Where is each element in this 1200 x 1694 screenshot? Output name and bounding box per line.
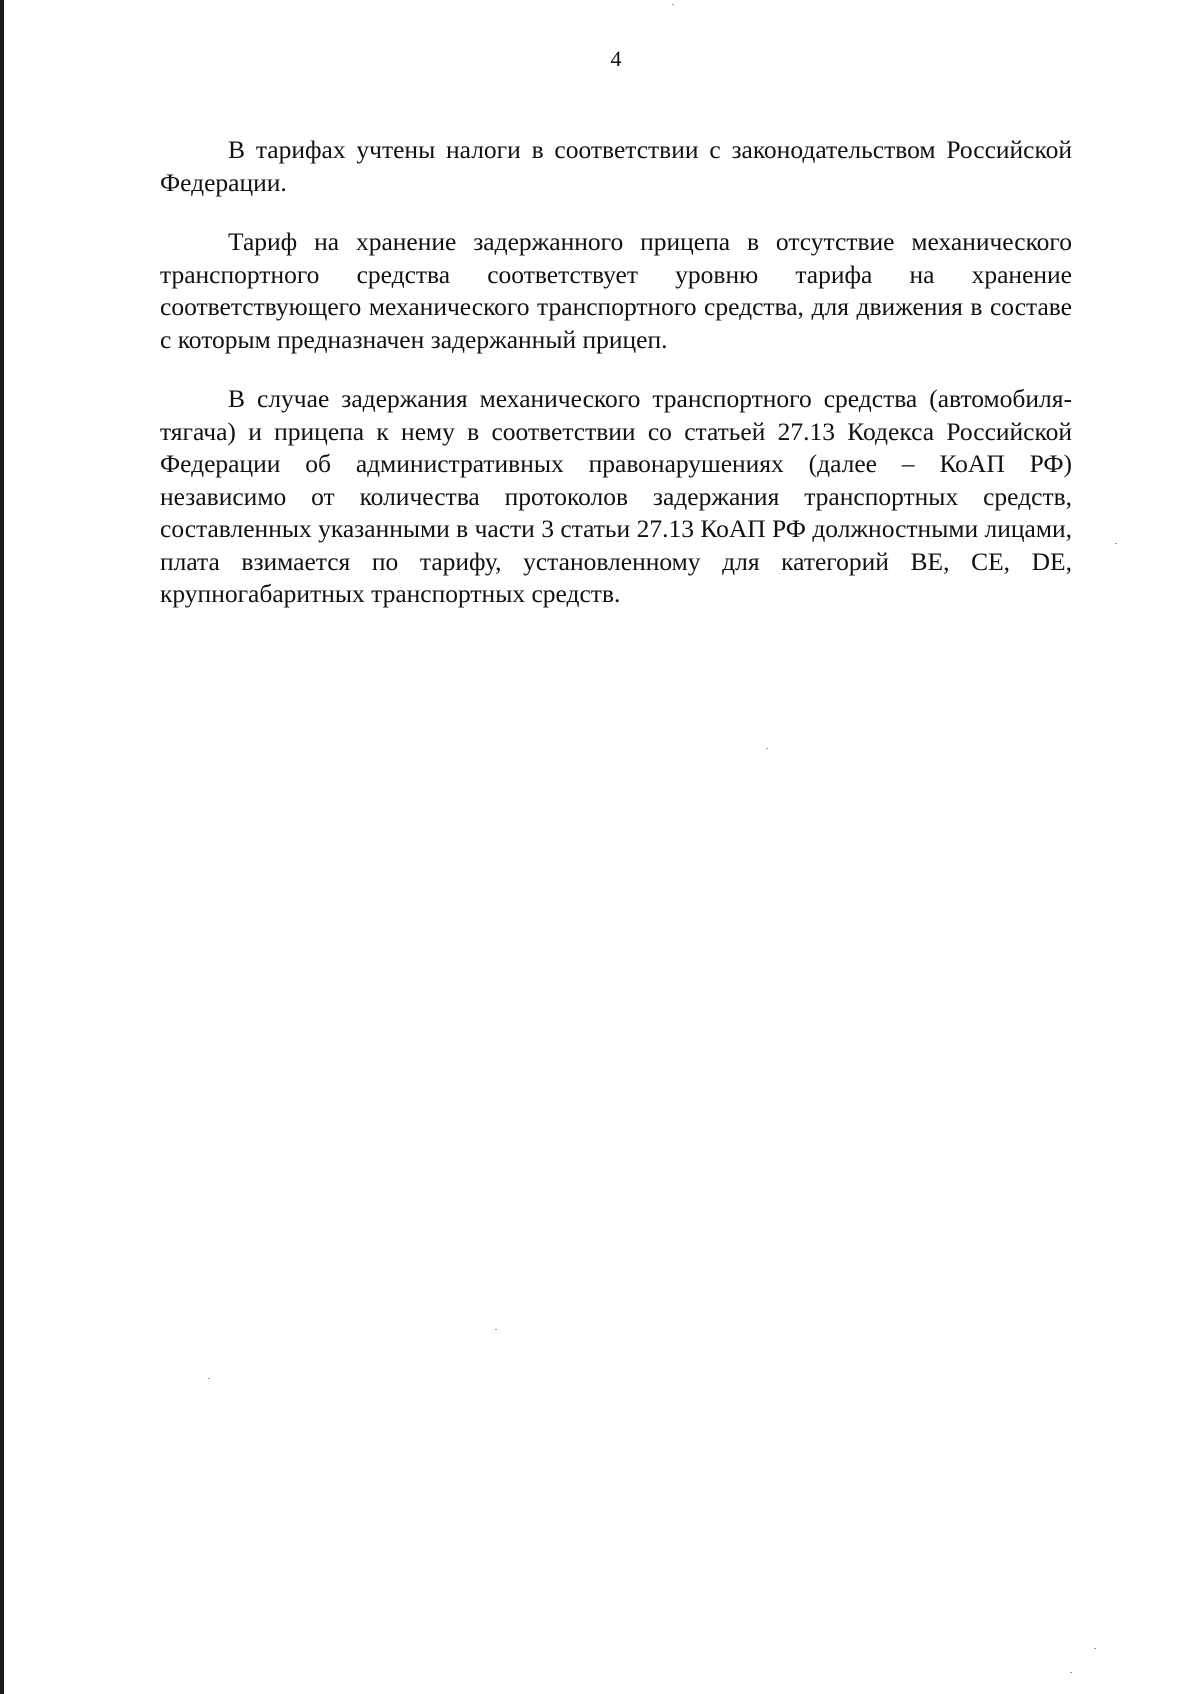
scan-edge-shadow xyxy=(0,0,4,1694)
scan-speck xyxy=(672,4,674,5)
document-body xyxy=(160,134,1072,611)
scan-speck xyxy=(1094,1648,1096,1649)
page-number: 4 xyxy=(610,46,622,71)
scan-speck xyxy=(208,1378,210,1379)
scan-speck xyxy=(1115,543,1117,544)
scan-speck xyxy=(766,748,768,749)
paragraph-trailer-tariff: Тариф на хранение задержанного прицепа в отсутствие механического транспортного средства соответствует уровню тарифа на хранение соответствующего механического транспортного средства, для движения в составе с которым предназначен задержанный прицеп. xyxy=(160,227,1072,354)
paragraph-taxes: В тарифах учтены налоги в соответствии с законодательством Российской Федерации. xyxy=(160,135,1072,197)
scan-speck xyxy=(1070,1672,1072,1673)
scan-speck xyxy=(495,1329,497,1330)
paragraph-detention-case: В случае задержания механического транспортного средства (автомобиля-тягача) и прицепа к нему в соответствии со статьей 27.13 Кодекса Российской Федерации об административных правонарушениях (далее – КоАП РФ) независимо от количества протоколов задержания транспортных средств, составленных указанными в части 3 статьи 27.13 КоАП РФ должностными лицами, плата взимается по тарифу, установленному для категорий BE, CE, DE, крупногабаритных транспортных средств. xyxy=(160,384,1072,608)
